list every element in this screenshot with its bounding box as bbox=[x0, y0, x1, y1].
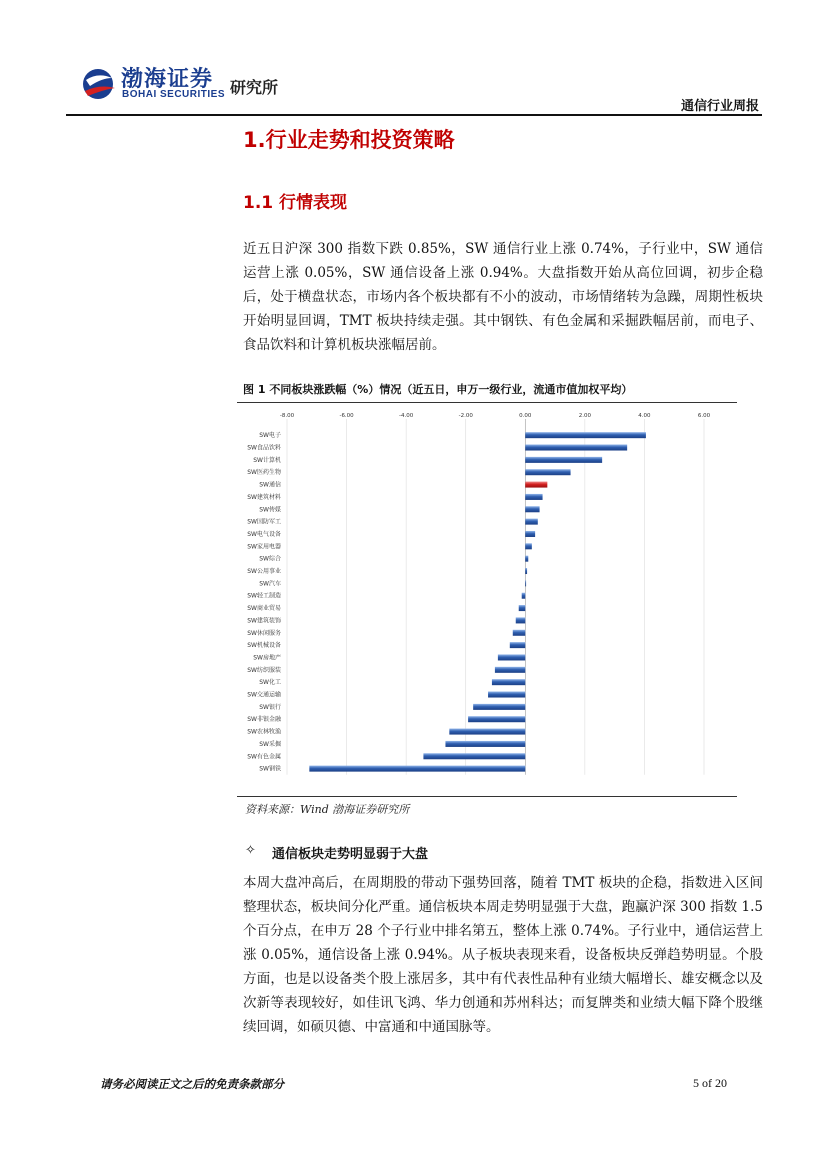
category-label: SW交通运输 bbox=[247, 691, 281, 699]
bar-SW公用事业 bbox=[525, 568, 527, 574]
subsection-heading: 1.1 行情表现 bbox=[243, 193, 348, 213]
market-summary-paragraph: 近五日沪深 300 指数下跌 0.85%，SW 通信行业上涨 0.74%，子行业中，SW 通信运营上涨 0.05%，SW 通信设备上涨 0.94%。大盘指数开始从高位回调，初步企稳后，处于横盘状态，市场内各个板块都有不小的波动，市场情绪转为急躁，周期性板块开始明显回调，TMT 板块持续走强。其中钢铁、有色金属和采掘跌幅居前，而电子、食品饮料和计算机板块涨幅居前。 bbox=[243, 241, 763, 353]
bullet-title: 通信板块走势明显弱于大盘 bbox=[272, 847, 429, 862]
bar-SW纺织服装 bbox=[495, 667, 525, 673]
category-label: SW银行 bbox=[259, 703, 281, 711]
category-label: SW化工 bbox=[259, 679, 281, 687]
category-label: SW食品饮料 bbox=[247, 444, 281, 452]
bohai-logo-icon bbox=[80, 64, 120, 104]
bar-SW农林牧渔 bbox=[449, 729, 525, 735]
bar-SW国防军工 bbox=[525, 519, 538, 525]
bar-SW非银金融 bbox=[468, 716, 525, 722]
category-label: SW综合 bbox=[259, 555, 281, 563]
category-label: SW电气设备 bbox=[247, 530, 281, 538]
bar-SW交通运输 bbox=[488, 692, 525, 698]
category-label: SW建筑装饰 bbox=[247, 617, 281, 625]
bar-SW电子 bbox=[525, 432, 646, 438]
category-label: SW建筑材料 bbox=[247, 493, 281, 501]
x-tick-label: 6.00 bbox=[697, 413, 711, 419]
category-label: SW国防军工 bbox=[247, 518, 281, 526]
bar-SW电气设备 bbox=[525, 531, 535, 537]
bar-SW采掘 bbox=[445, 741, 525, 747]
category-label: SW公用事业 bbox=[247, 568, 281, 576]
category-label: SW纺织服装 bbox=[247, 666, 281, 674]
category-label: SW房地产 bbox=[253, 654, 281, 662]
logo-english-name: BOHAI SECURITIES bbox=[122, 89, 226, 100]
bar-SW商业贸易 bbox=[519, 605, 526, 611]
category-label: SW休闲服务 bbox=[247, 629, 281, 637]
header-rule bbox=[66, 114, 762, 116]
diamond-bullet-icon: ✧ bbox=[245, 843, 256, 858]
figure-bottom-rule bbox=[237, 796, 737, 797]
x-tick-label: 2.00 bbox=[578, 413, 591, 419]
bar-SW化工 bbox=[492, 679, 525, 685]
x-tick-label: -8.00 bbox=[279, 413, 295, 419]
category-label: SW家用电器 bbox=[247, 543, 281, 551]
figure-source: 资料来源：Wind 渤海证券研究所 bbox=[245, 803, 410, 816]
category-label: SW轻工制造 bbox=[247, 592, 281, 600]
bar-SW机械设备 bbox=[510, 642, 525, 648]
institute-label: 研究所 bbox=[230, 78, 279, 97]
category-label: SW非银金融 bbox=[247, 716, 281, 724]
bar-SW休闲服务 bbox=[513, 630, 526, 636]
bar-SW家用电器 bbox=[525, 543, 532, 549]
section-heading: 1.行业走势和投资策略 bbox=[243, 128, 455, 152]
telecom-analysis-paragraph: 本周大盘冲高后，在周期股的带动下强势回落，随着 TMT 板块的企稳，指数进入区间整理状态，板块间分化严重。通信板块本周走势明显强于大盘，跑赢沪深 300 指数 1.5 个百分点，在申万 28 个子行业中排名第五，整体上涨 0.74%。子行业中，通信运营上涨 0.05%，通信设备上涨 0.94%。从子板块表现来看，设备板块反弹趋势明显。个股方面，也是以设备类个股上涨居多，其中有代表性品种有业绩大幅增长、雄安概念以及次新等表现较好，如佳讯飞鸿、华力创通和苏州科达；而复牌类和业绩大幅下降个股继续回调，如硕贝德、中富通和中通国脉等。 bbox=[243, 875, 763, 1035]
logo-chinese-name: 渤海证券 bbox=[121, 67, 214, 92]
category-label: SW机械设备 bbox=[247, 642, 281, 650]
category-label: SW农林牧渔 bbox=[247, 728, 281, 736]
report-type: 通信行业周报 bbox=[680, 99, 759, 114]
bar-SW房地产 bbox=[498, 654, 525, 660]
figure-top-rule bbox=[237, 402, 737, 403]
bar-SW建筑材料 bbox=[525, 494, 542, 500]
x-tick-label: 0.00 bbox=[519, 413, 532, 419]
page-number: 5 of 20 bbox=[693, 1076, 727, 1090]
footer-disclaimer: 请务必阅读正文之后的免责条款部分 bbox=[100, 1077, 284, 1091]
figure-caption: 图 1 不同板块涨跌幅（%）情况（近五日，申万一级行业，流通市值加权平均） bbox=[243, 383, 633, 396]
bar-SW传媒 bbox=[525, 506, 539, 512]
category-label: SW汽车 bbox=[259, 580, 281, 588]
bar-SW轻工制造 bbox=[522, 593, 526, 599]
bar-SW计算机 bbox=[525, 457, 602, 463]
bar-SW医药生物 bbox=[525, 469, 570, 475]
category-label: SW商业贸易 bbox=[247, 605, 281, 613]
x-tick-label: -4.00 bbox=[399, 413, 414, 419]
category-label: SW医药生物 bbox=[247, 469, 281, 477]
bar-SW银行 bbox=[473, 704, 525, 710]
category-label: SW钢铁 bbox=[259, 765, 281, 773]
category-label: SW电子 bbox=[259, 432, 281, 440]
category-label: SW采掘 bbox=[259, 740, 281, 748]
bar-SW通信 bbox=[525, 482, 547, 488]
bar-SW汽车 bbox=[525, 580, 526, 586]
x-tick-label: 4.00 bbox=[638, 413, 651, 419]
bar-SW钢铁 bbox=[309, 766, 525, 772]
category-label: SW计算机 bbox=[253, 456, 281, 464]
category-label: SW传媒 bbox=[259, 506, 281, 514]
bar-SW综合 bbox=[525, 556, 528, 562]
sector-performance-chart bbox=[237, 405, 737, 795]
x-tick-label: -2.00 bbox=[458, 413, 473, 419]
x-tick-label: -6.00 bbox=[339, 413, 354, 419]
bar-SW建筑装饰 bbox=[516, 617, 526, 623]
category-label: SW通信 bbox=[259, 481, 281, 489]
bar-SW食品饮料 bbox=[525, 445, 627, 451]
bar-SW有色金属 bbox=[423, 753, 525, 759]
category-label: SW有色金属 bbox=[247, 753, 281, 761]
